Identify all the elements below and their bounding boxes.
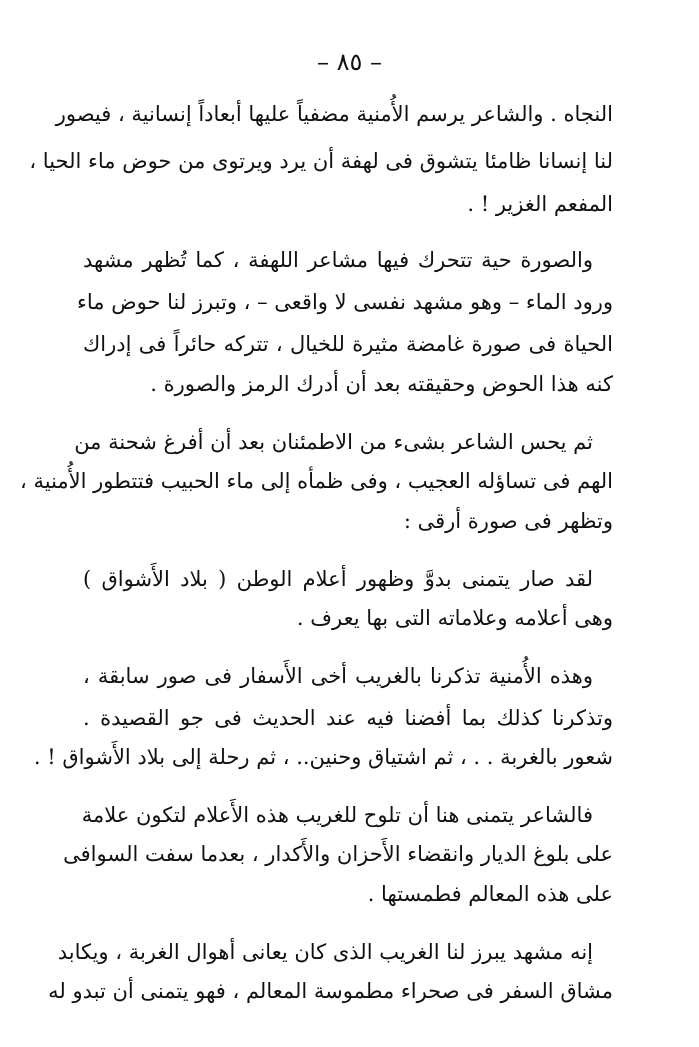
paragraph-2-line-4: كنه هذا الحوض وحقيقته بعد أن أدرك الرمز والصورة . — [150, 372, 613, 396]
page-number: – ٨٥ – — [316, 48, 383, 76]
paragraph-3-line-1: ثم يحس الشاعر بشىء من الاطمئنان بعد أن أفرغ شحنة من — [74, 430, 593, 454]
paragraph-6-line-3: على هذه المعالم فطمستها . — [367, 882, 613, 906]
paragraph-7-line-2: مشاق السفر فى صحراء مطموسة المعالم ، فهو يتمنى أن تبدو له — [48, 979, 613, 1003]
paragraph-2-line-2: ورود الماء – وهو مشهد نفسى لا واقعى – ، وتبرز لنا حوض ماء — [77, 290, 613, 314]
paragraph-4-line-1: لقد صار يتمنى بدوَّ وظهور أعلام الوطن ( بلاد الأَشواق ) — [83, 567, 593, 591]
paragraph-1-line-3: المفعم الغزير ! . — [467, 192, 613, 216]
paragraph-2-line-3: الحياة فى صورة غامضة مثيرة للخيال ، تتركه حائراً فى إدراك — [83, 332, 613, 356]
paragraph-5-line-3: شعور بالغربة . . ، ثم اشتياق وحنين.. ، ثم رحلة إلى بلاد الأَشواق ! . — [33, 745, 613, 769]
paragraph-2-line-1: والصورة حية تتحرك فيها مشاعر اللهفة ، كما تُظهر مشهد — [83, 248, 593, 272]
paragraph-5-line-2: وتذكرنا كذلك بما أفضنا فيه عند الحديث فى جو القصيدة . — [83, 706, 613, 730]
paragraph-1-line-2: لنا إنسانا ظامئا يتشوق فى لهفة أن يرد ويرتوى من حوض ماء الحيا ، — [29, 149, 613, 173]
paragraph-3-line-2: الهم فى تساؤله العجيب ، وفى ظمأه إلى ماء الحبيب فتتطور الأُمنية ، — [20, 469, 613, 493]
paragraph-5-line-1: وهذه الأُمنية تذكرنا بالغريب أخى الأَسفار فى صور سابقة ، — [83, 664, 593, 688]
paragraph-4-line-2: وهى أعلامه وعلاماته التى بها يعرف . — [296, 606, 613, 630]
paragraph-1-line-1: النجاه . والشاعر يرسم الأُمنية مضفياً عليها أبعاداً إنسانية ، فيصور — [55, 102, 613, 126]
paragraph-3-line-3: وتظهر فى صورة أرقى : — [403, 509, 613, 533]
paragraph-6-line-1: فالشاعر يتمنى هنا أن تلوح للغريب هذه الأَعلام لتكون علامة — [81, 803, 593, 827]
paragraph-6-line-2: على بلوغ الديار وانقضاء الأَحزان والأَكدار ، بعدما سفت السوافى — [63, 842, 613, 866]
paragraph-7-line-1: إنه مشهد يبرز لنا الغريب الذى كان يعانى أهوال الغربة ، ويكابد — [57, 940, 593, 964]
